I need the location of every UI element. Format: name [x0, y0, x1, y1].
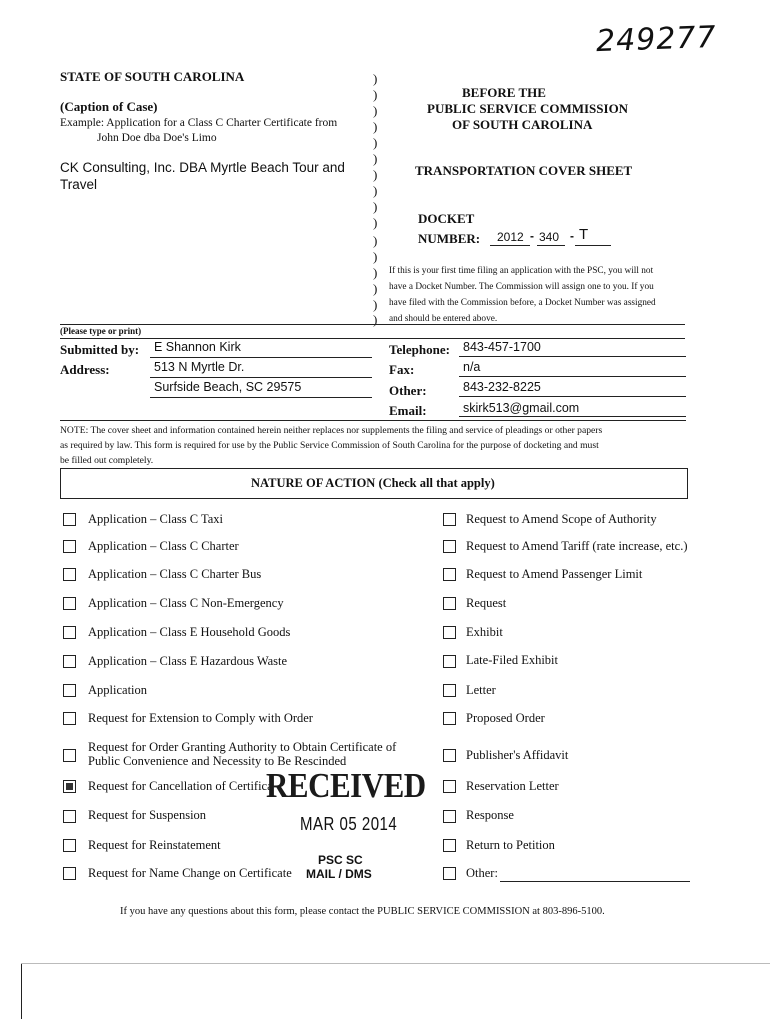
- docket-number: 340: [539, 230, 560, 244]
- option-label: Request to Amend Passenger Limit: [466, 567, 643, 581]
- option-label: Application – Class E Hazardous Waste: [88, 654, 288, 668]
- checkbox-class-e-household-goods[interactable]: [63, 626, 76, 639]
- option-label: Application – Class C Charter: [88, 539, 239, 553]
- stamp-office-line2: MAIL / DMS: [306, 867, 372, 881]
- other-phone-field[interactable]: 843-232-8225: [463, 380, 541, 394]
- docket-label: DOCKET: [418, 211, 475, 226]
- option-label: Request to Amend Scope of Authority: [466, 512, 657, 526]
- option-label: Request to Amend Tariff (rate increase, etc.): [466, 539, 688, 553]
- note-paragraph-line2: as required by law. This form is required for use by the Public Service Commission of South Carolina for the purpose of docketing and must: [60, 440, 599, 451]
- before-the: BEFORE THE: [462, 85, 546, 100]
- email-field[interactable]: skirk513@gmail.com: [463, 401, 580, 415]
- docket-suffix: T: [579, 226, 589, 243]
- checkbox-publishers-affidavit[interactable]: [443, 749, 456, 762]
- option-label: Reservation Letter: [466, 779, 559, 793]
- handwritten-number: 249277: [595, 19, 718, 60]
- stamp-date: MAR 05 2014: [300, 813, 398, 836]
- submitted-by-field[interactable]: E Shannon Kirk: [154, 340, 241, 354]
- checkbox-class-c-charter[interactable]: [63, 540, 76, 553]
- checkbox-amend-passenger-limit[interactable]: [443, 568, 456, 581]
- stamp-office-line1: PSC SC: [318, 853, 363, 867]
- option-label: Application – Class E Household Goods: [88, 625, 291, 639]
- scan-edge-top: [21, 963, 770, 964]
- option-label: Request for Reinstatement: [88, 838, 221, 852]
- option-label: Response: [466, 808, 514, 822]
- case-caption-line2[interactable]: Travel: [60, 177, 98, 192]
- option-label: Request for Order Granting Authority to Obtain Certificate of: [88, 740, 397, 754]
- email-label: Email:: [389, 403, 427, 418]
- sheet-title: TRANSPORTATION COVER SHEET: [415, 163, 633, 178]
- address-label: Address:: [60, 362, 110, 377]
- option-label: Request for Extension to Comply with Order: [88, 711, 313, 725]
- telephone-field[interactable]: 843-457-1700: [463, 340, 541, 354]
- option-label: Proposed Order: [466, 711, 545, 725]
- option-label: Request for Cancellation of Certifica: [88, 779, 273, 793]
- print-note: (Please type or print): [60, 326, 142, 336]
- state-heading: STATE OF SOUTH CAROLINA: [60, 69, 245, 84]
- case-caption-line1[interactable]: CK Consulting, Inc. DBA Myrtle Beach Tour and: [60, 160, 345, 175]
- checkbox-request-rescind-authority[interactable]: [63, 749, 76, 762]
- checkbox-proposed-order[interactable]: [443, 712, 456, 725]
- option-label: Request for Suspension: [88, 808, 207, 822]
- docket-year: 2012: [497, 230, 524, 244]
- caption-example-line1: Example: Application for a Class C Charter Certificate from: [60, 117, 338, 129]
- checkbox-letter[interactable]: [443, 684, 456, 697]
- address-line1-field[interactable]: 513 N Myrtle Dr.: [154, 360, 245, 374]
- docket-note-line4: and should be entered above.: [389, 314, 498, 324]
- telephone-label: Telephone:: [389, 342, 450, 357]
- caption-title: (Caption of Case): [60, 99, 158, 114]
- option-label: Exhibit: [466, 625, 503, 639]
- nature-of-action-title: NATURE OF ACTION (Check all that apply): [251, 476, 495, 490]
- option-label: Application – Class C Taxi: [88, 512, 223, 526]
- checkbox-request-suspension[interactable]: [63, 810, 76, 823]
- submitted-by-label: Submitted by:: [60, 342, 140, 357]
- checkbox-amend-tariff[interactable]: [443, 540, 456, 553]
- scan-edge: [21, 963, 22, 1019]
- option-label: Application – Class C Non-Emergency: [88, 596, 284, 610]
- docket-separator-1: -: [530, 229, 534, 243]
- option-label: Publisher's Affidavit: [466, 748, 569, 762]
- option-label: Return to Petition: [466, 838, 555, 852]
- checkbox-response[interactable]: [443, 810, 456, 823]
- checkbox-request-reinstatement[interactable]: [63, 839, 76, 852]
- checkbox-other[interactable]: [443, 867, 456, 880]
- commission-state: OF SOUTH CAROLINA: [452, 117, 593, 132]
- commission-name: PUBLIC SERVICE COMMISSION: [427, 101, 629, 116]
- docket-note-line3: have filed with the Commission before, a Docket Number was assigned: [389, 298, 656, 308]
- note-paragraph-line3: be filled out completely.: [60, 455, 154, 466]
- option-label: Application – Class C Charter Bus: [88, 567, 262, 581]
- option-label: Letter: [466, 683, 496, 697]
- checkbox-class-c-charter-bus[interactable]: [63, 568, 76, 581]
- fax-label: Fax:: [389, 362, 415, 377]
- checkbox-request-name-change[interactable]: [63, 867, 76, 880]
- checkbox-late-filed-exhibit[interactable]: [443, 655, 456, 668]
- address-line2-field[interactable]: Surfside Beach, SC 29575: [154, 380, 302, 394]
- note-paragraph-line1: NOTE: The cover sheet and information contained herein neither replaces nor supplements the filing and service of pleadings or other papers: [60, 425, 603, 436]
- other-label: Other:: [389, 383, 427, 398]
- checkbox-reservation-letter[interactable]: [443, 780, 456, 793]
- option-label-continued: Public Convenience and Necessity to Be Rescinded: [88, 754, 347, 768]
- checkbox-request[interactable]: [443, 597, 456, 610]
- option-label: Other:: [466, 866, 498, 880]
- nature-of-action-box: [60, 468, 688, 499]
- checkbox-application[interactable]: [63, 684, 76, 697]
- option-label: Late-Filed Exhibit: [466, 653, 558, 667]
- checkbox-amend-scope[interactable]: [443, 513, 456, 526]
- checkbox-exhibit[interactable]: [443, 626, 456, 639]
- caption-example-line2: John Doe dba Doe's Limo: [97, 132, 217, 144]
- option-label: Request for Name Change on Certificate: [88, 866, 292, 880]
- other-input-line[interactable]: [500, 881, 690, 882]
- checkbox-return-to-petition[interactable]: [443, 839, 456, 852]
- checkbox-class-e-hazardous-waste[interactable]: [63, 655, 76, 668]
- header-divider: [60, 324, 685, 325]
- received-stamp: RECEIVED: [266, 765, 426, 806]
- docket-note-line2: have a Docket Number. The Commission will assign one to you. If you: [389, 282, 654, 292]
- docket-separator-2: -: [570, 229, 574, 243]
- footer-contact: If you have any questions about this form, please contact the PUBLIC SERVICE COMMISSION at 803-896-5100.: [120, 906, 605, 917]
- option-label: Application: [88, 683, 148, 697]
- checkbox-class-c-taxi[interactable]: [63, 513, 76, 526]
- fax-field[interactable]: n/a: [463, 360, 481, 374]
- checkbox-request-cancellation[interactable]: [63, 780, 76, 793]
- option-label: Request: [466, 596, 507, 610]
- number-label: NUMBER:: [418, 231, 481, 246]
- checkbox-request-extension[interactable]: [63, 712, 76, 725]
- docket-note-line1: If this is your first time filing an application with the PSC, you will not: [389, 266, 654, 276]
- checkbox-class-c-non-emergency[interactable]: [63, 597, 76, 610]
- header-divider-2: [60, 338, 685, 339]
